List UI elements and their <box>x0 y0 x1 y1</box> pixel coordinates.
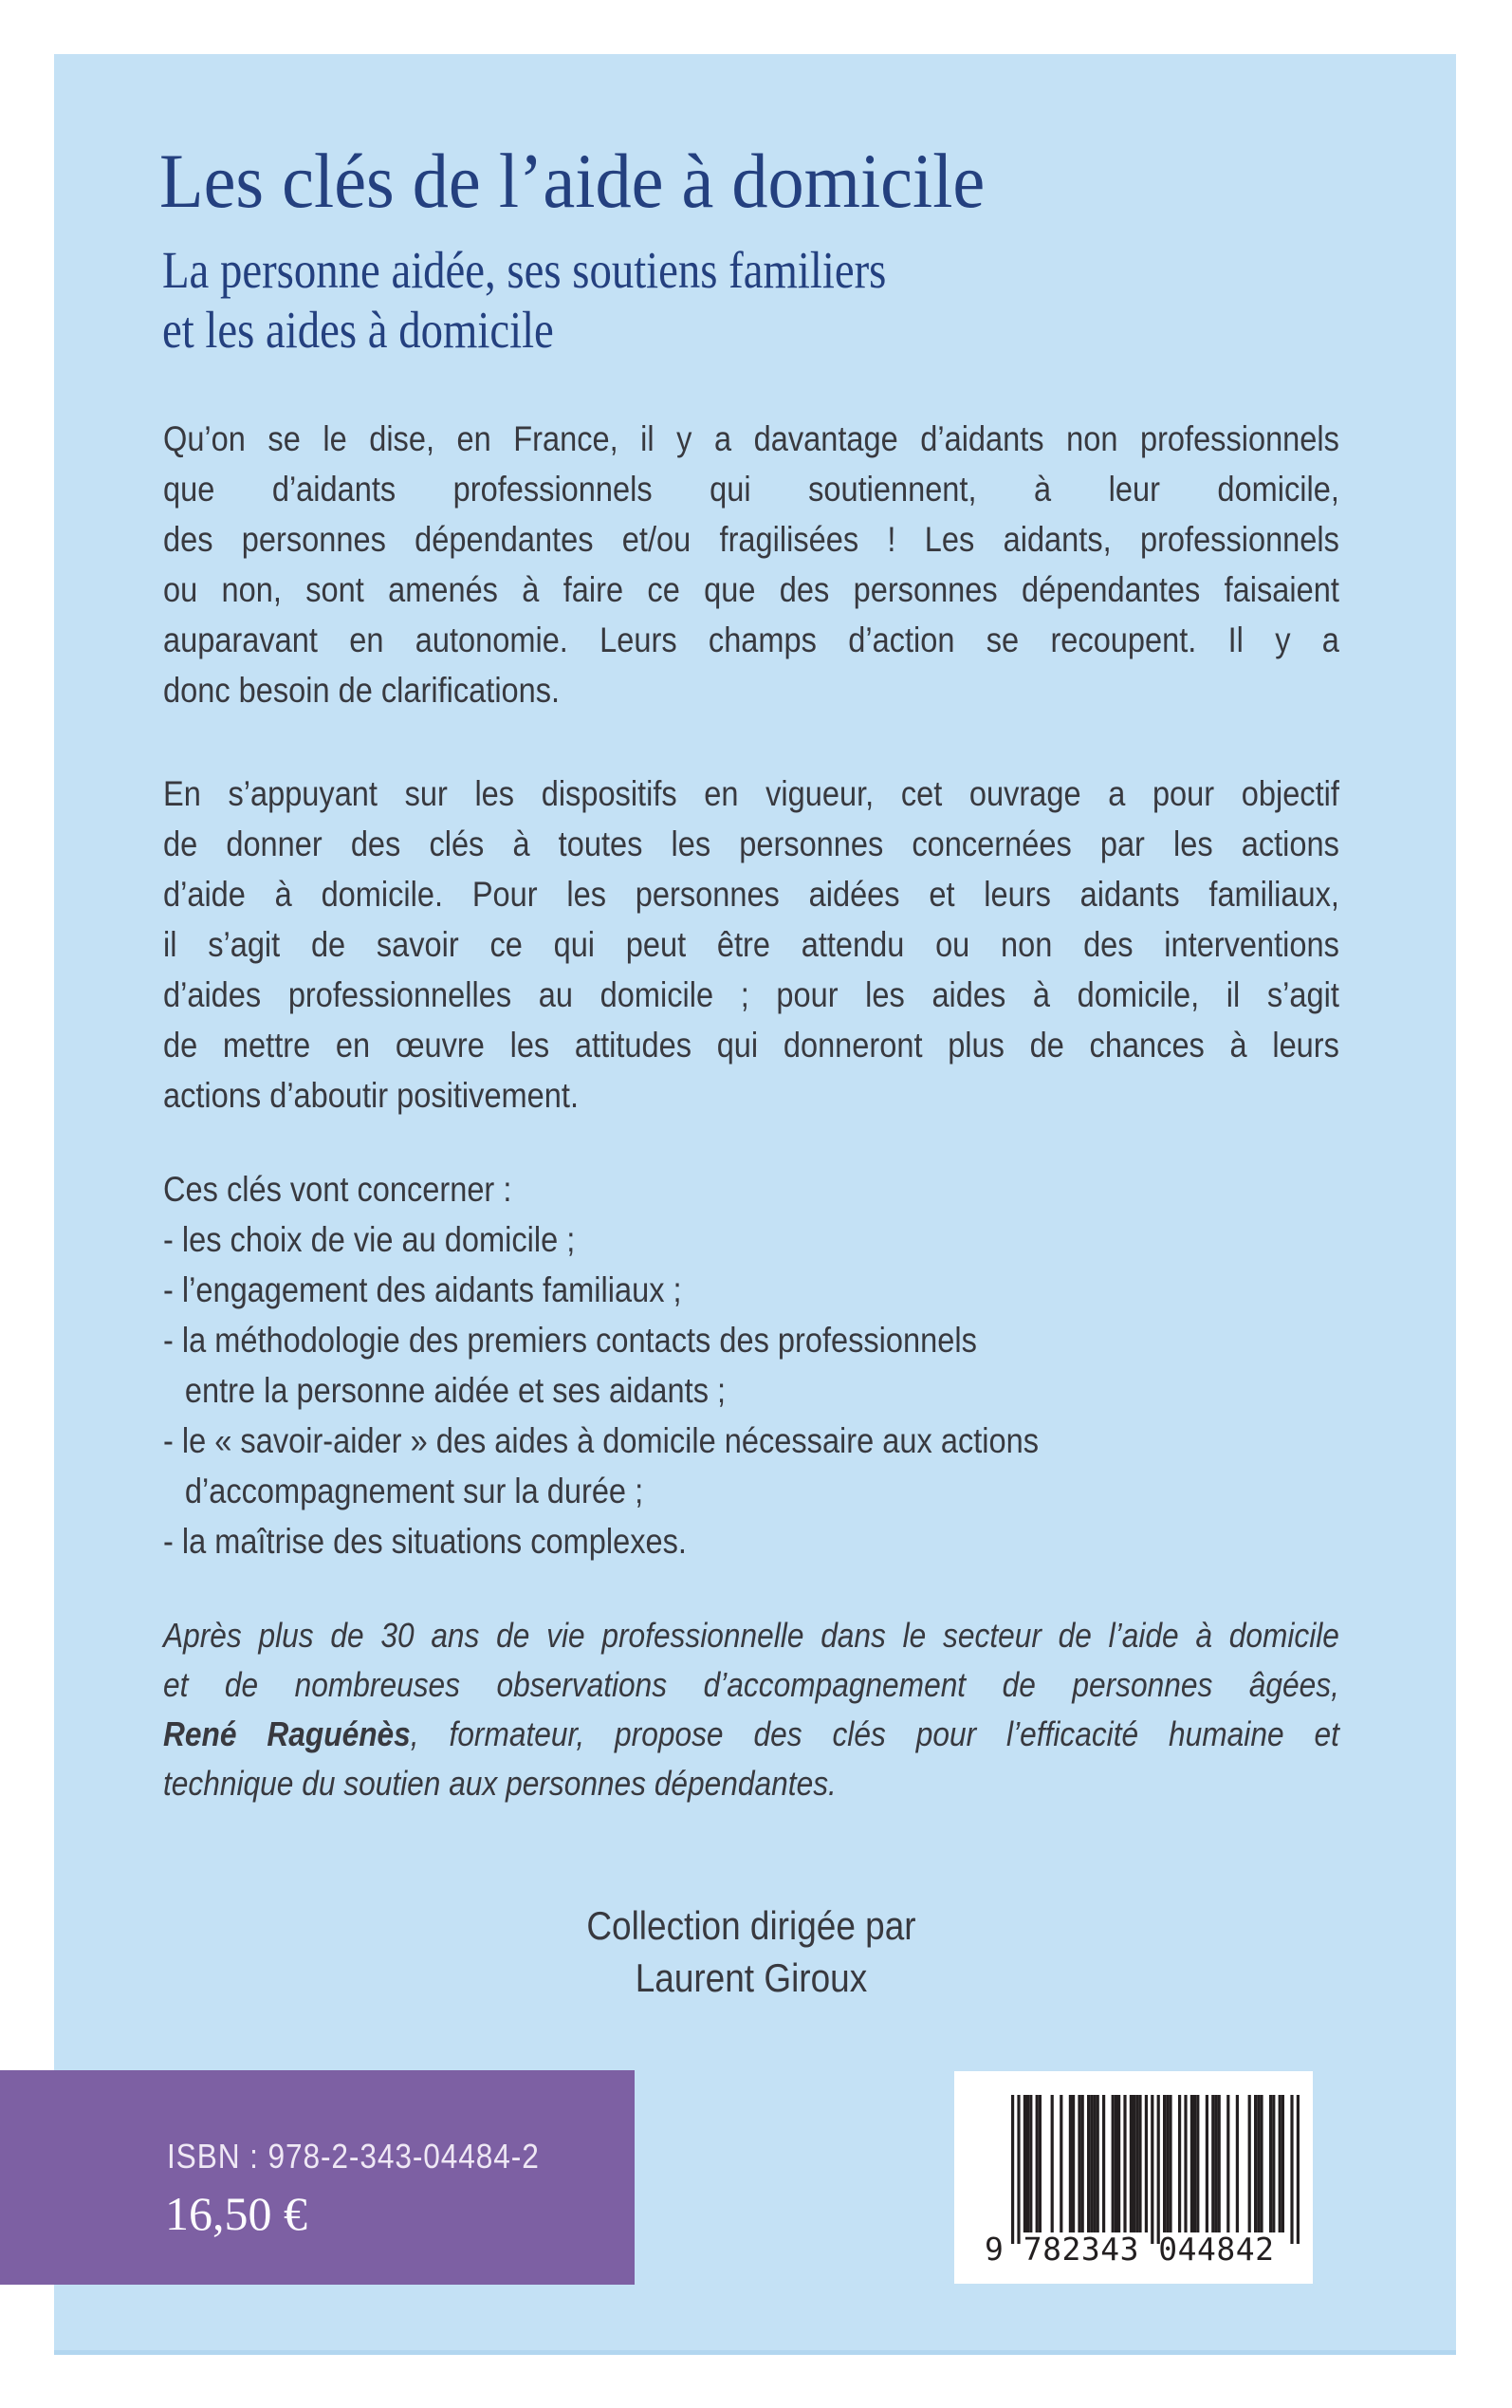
text-line: et les aides à domicile <box>162 301 554 359</box>
text-line: - les choix de vie au domicile ; <box>163 1220 576 1259</box>
text-line: donc besoin de clarifications. <box>163 671 561 710</box>
paragraph-intro <box>163 414 1339 715</box>
text-line: et de nombreuses observations d’accompagnement de personnes âgées, <box>163 1665 1339 1704</box>
barcode <box>954 2071 1313 2284</box>
text-line: entre la personne aidée et ses aidants ; <box>184 1371 727 1410</box>
barcode-bars <box>1011 2095 1300 2250</box>
isbn-text: ISBN : 978-2-343-04484-2 <box>167 2137 540 2176</box>
text-line: - le « savoir-aider » des aides à domicile nécessaire aux actions <box>163 1421 1040 1460</box>
text-line: Après plus de 30 ans de vie professionnelle dans le secteur de l’aide à domicile <box>163 1616 1339 1655</box>
text-line: d’aide à domicile. Pour les personnes aidées et leurs aidants familiaux, <box>163 875 1339 914</box>
price-box <box>0 2070 635 2285</box>
key-points-list <box>163 1214 1339 1566</box>
text-line: des personnes dépendantes et/ou fragilisées ! Les aidants, professionnels <box>163 520 1339 559</box>
text-line: La personne aidée, ses soutiens familiers <box>162 241 887 299</box>
text-line: actions d’aboutir positivement. <box>163 1076 579 1115</box>
text-line: René Raguénès, formateur, propose des clés pour l’efficacité humaine et <box>163 1714 1339 1753</box>
author-note <box>163 1611 1339 1808</box>
text-line: technique du soutien aux personnes dépendantes. <box>163 1764 837 1803</box>
text-line: En s’appuyant sur les dispositifs en vigueur, cet ouvrage a pour objectif <box>163 774 1339 813</box>
text-line: que d’aidants professionnels qui soutiennent, à leur domicile, <box>163 470 1339 509</box>
text-line: d’accompagnement sur la durée ; <box>184 1472 644 1510</box>
list-intro: Ces clés vont concerner : <box>163 1170 512 1209</box>
text-line: Laurent Giroux <box>635 1955 868 2000</box>
book-title: Les clés de l’aide à domicile <box>159 138 986 224</box>
text-line: auparavant en autonomie. Leurs champs d’action se recoupent. Il y a <box>163 621 1339 659</box>
text-line: de donner des clés à toutes les personnes concernées par les actions <box>163 824 1339 863</box>
paragraph-objective <box>163 769 1339 1121</box>
price-text: 16,50 € <box>165 2187 307 2240</box>
collection-note <box>163 1899 1339 2004</box>
text-line: ou non, sont amenés à faire ce que des personnes dépendantes faisaient <box>163 570 1339 609</box>
text-line: - la méthodologie des premiers contacts des professionnels <box>163 1321 977 1360</box>
barcode-digits: 9 782343 044842 <box>985 2231 1275 2268</box>
text-line: - l’engagement des aidants familiaux ; <box>163 1270 682 1309</box>
text-line: Qu’on se le dise, en France, il y a davantage d’aidants non professionnels <box>163 419 1339 458</box>
text-line: d’aides professionnelles au domicile ; pour les aides à domicile, il s’agit <box>163 975 1339 1014</box>
book-subtitle <box>162 240 886 360</box>
text-line: il s’agit de savoir ce qui peut être attendu ou non des interventions <box>163 925 1339 964</box>
text-line: Collection dirigée par <box>586 1903 916 1948</box>
text-line: - la maîtrise des situations complexes. <box>163 1522 687 1561</box>
text-line: de mettre en œuvre les attitudes qui donneront plus de chances à leurs <box>163 1026 1339 1065</box>
